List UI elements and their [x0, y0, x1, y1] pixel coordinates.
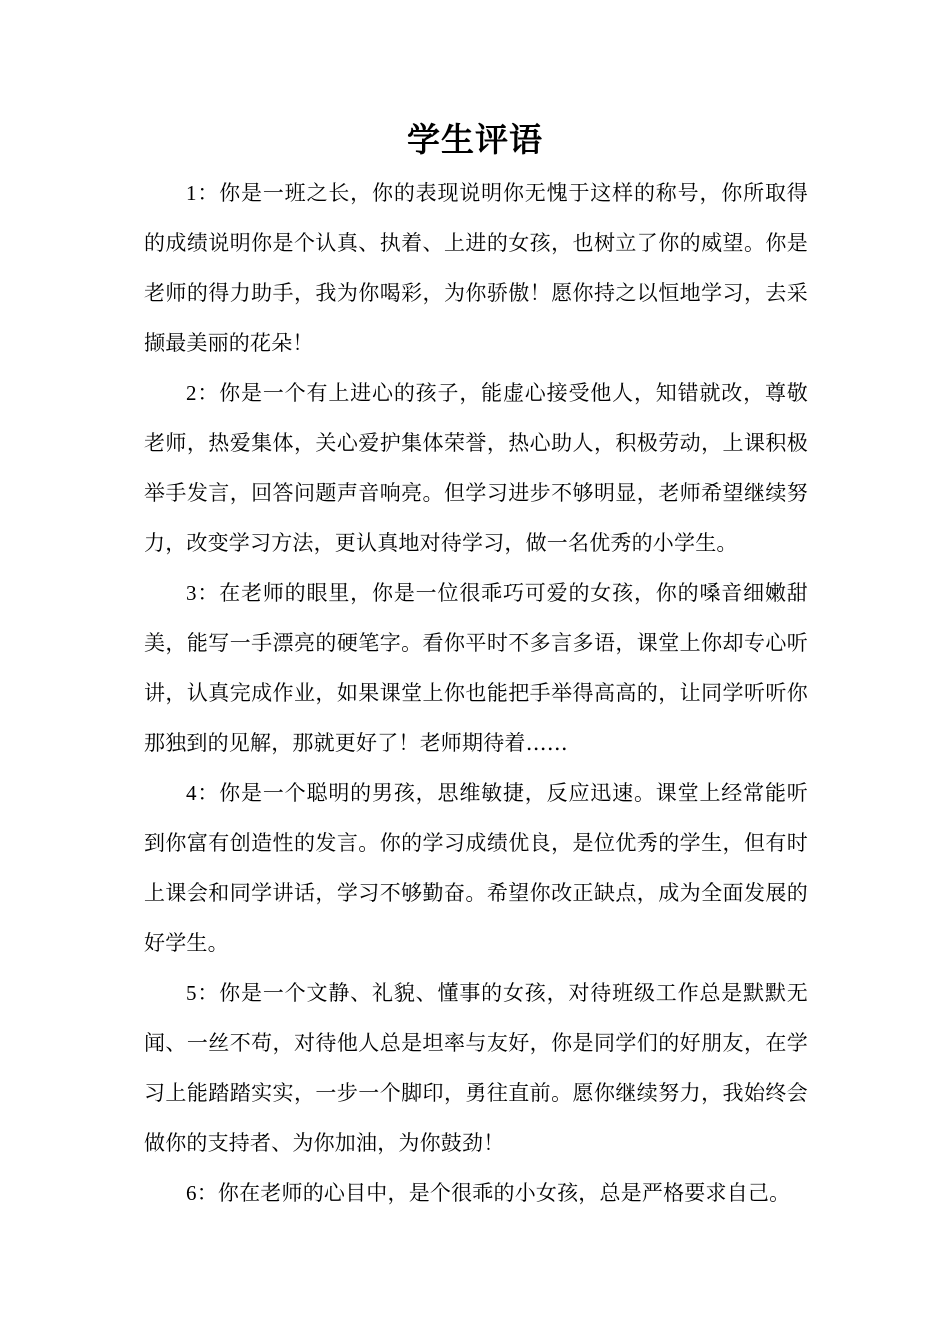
paragraph-number: 3	[186, 581, 197, 605]
paragraph-number: 5	[186, 981, 197, 1005]
document-title: 学生评语	[407, 120, 543, 159]
comment-paragraph-3	[144, 568, 808, 768]
paragraph-text: ：你在老师的心目中，是个很乖的小女孩，总是严格要求自己。	[196, 1181, 791, 1205]
comment-paragraph-6	[144, 1168, 808, 1218]
comment-paragraph-2	[144, 368, 808, 568]
paragraph-text: ：你是一班之长，你的表现说明你无愧于这样的称号，你所取得的成绩说明你是个认真、执着、上进的女孩，也树立了你的威望。你是老师的得力助手，我为你喝彩，为你骄傲！愿你持之以恒地学习，去采撷最美丽的花朵！	[144, 181, 808, 355]
paragraph-number: 2	[186, 381, 197, 405]
comment-paragraph-1	[144, 168, 808, 368]
paragraph-number: 4	[186, 781, 197, 805]
comment-paragraph-5	[144, 968, 808, 1168]
paragraph-text: ：你是一个有上进心的孩子，能虚心接受他人，知错就改，尊敬老师，热爱集体，关心爱护集体荣誉，热心助人，积极劳动，上课积极举手发言，回答问题声音响亮。但学习进步不够明显，老师希望继续努力，改变学习方法，更认真地对待学习，做一名优秀的小学生。	[144, 381, 808, 555]
paragraph-text: ：在老师的眼里，你是一位很乖巧可爱的女孩，你的嗓音细嫩甜美，能写一手漂亮的硬笔字。看你平时不多言多语，课堂上你却专心听讲，认真完成作业，如果课堂上你也能把手举得高高的，让同学听听你那独到的见解，那就更好了！老师期待着……	[144, 581, 808, 755]
paragraph-text: ：你是一个文静、礼貌、懂事的女孩，对待班级工作总是默默无闻、一丝不苟，对待他人总是坦率与友好，你是同学们的好朋友，在学习上能踏踏实实，一步一个脚印，勇往直前。愿你继续努力，我始终会做你的支持者、为你加油，为你鼓劲！	[144, 981, 808, 1155]
comment-paragraph-4	[144, 768, 808, 968]
paragraph-text: ：你是一个聪明的男孩，思维敏捷，反应迅速。课堂上经常能听到你富有创造性的发言。你的学习成绩优良，是位优秀的学生，但有时上课会和同学讲话，学习不够勤奋。希望你改正缺点，成为全面发展的好学生。	[144, 781, 808, 955]
document-body	[144, 168, 808, 1218]
paragraph-number: 6	[186, 1181, 197, 1205]
paragraph-number: 1	[186, 181, 197, 205]
